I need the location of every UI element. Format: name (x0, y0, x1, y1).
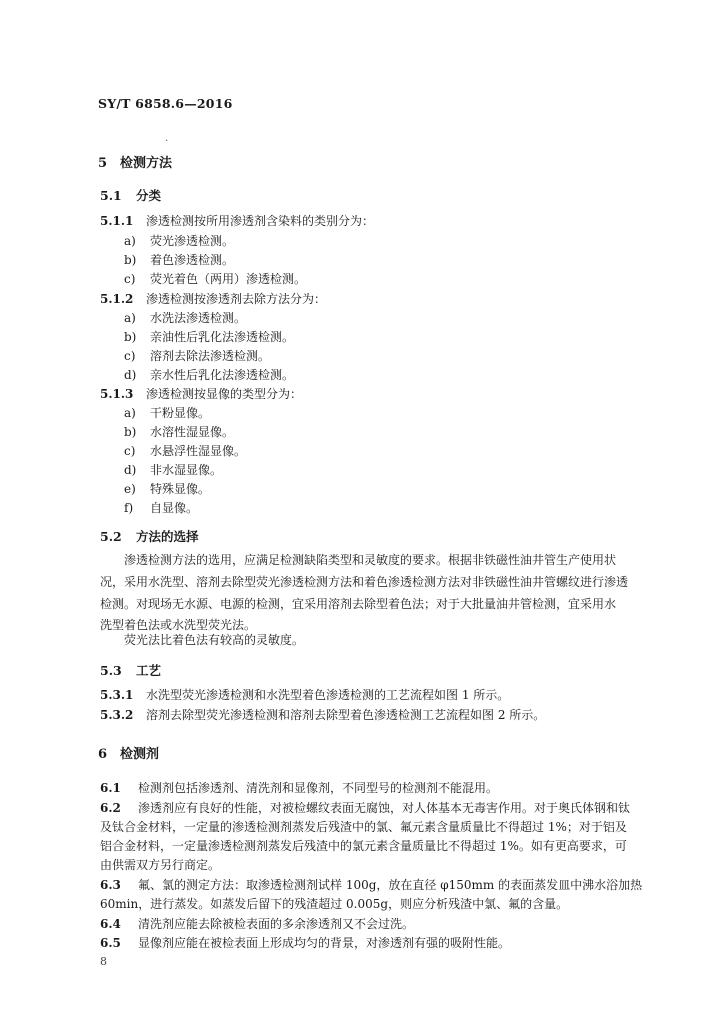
item-text: 特殊显像。 (150, 482, 211, 496)
clause-number: 6.3 (100, 878, 121, 892)
item-text: 干粉显像。 (150, 406, 211, 420)
section-title: 检测剂 (120, 747, 160, 762)
section-number: 6 (98, 747, 108, 762)
item-text: 亲水性后乳化法渗透检测。 (150, 368, 295, 382)
item-text: 水悬浮性湿显像。 (150, 444, 247, 458)
clause-6-5 (100, 936, 510, 950)
standard-header: SY/T 6858.6—2016 (98, 96, 233, 111)
clause-number: 6.4 (100, 917, 121, 931)
clause-number: 5.3.1 (100, 688, 134, 702)
item-label: c) (124, 349, 136, 363)
clause-text: 清洗剂应能去除被检表面的多余渗透剂又不会过洗。 (138, 917, 415, 931)
item-label: d) (124, 368, 137, 382)
clause-text: 渗透检测按所用渗透剂含染料的类别分为： (146, 214, 375, 228)
list-item (124, 463, 222, 477)
list-item (124, 330, 294, 344)
section-title: 工艺 (136, 663, 162, 678)
section-number: 5 (98, 156, 108, 171)
item-text: 荧光着色（两用）渗透检测。 (150, 272, 307, 286)
section-number: 5.3 (100, 663, 122, 678)
clause-number: 6.1 (100, 781, 121, 795)
clause-5-1-2 (100, 292, 326, 306)
section-title: 方法的选择 (136, 529, 199, 544)
list-item (124, 253, 234, 267)
list-item (124, 272, 306, 286)
item-label: b) (124, 425, 137, 439)
list-item (124, 234, 234, 248)
clause-text: 渗透检测按显像的类型分为： (146, 387, 303, 401)
section-number: 5.2 (100, 529, 122, 544)
list-item (124, 311, 246, 325)
item-label: d) (124, 463, 137, 477)
clause-number: 6.2 (100, 801, 121, 815)
item-text: 荧光渗透检测。 (150, 234, 235, 248)
clause-6-1 (100, 781, 498, 795)
paragraph-line: 检测。对现场无水源、电源的检测，宜采用溶剂去除型着色法；对于大批量油井管检测，宜采用水 (100, 597, 617, 611)
clause-number: 5.1.2 (100, 292, 134, 306)
section-title: 检测方法 (120, 156, 173, 171)
paragraph-line: 渗透检测方法的选用，应满足检测缺陷类型和灵敏度的要求。根据非铁磁性油井管生产使用状 (124, 553, 617, 567)
paragraph-line: 由供需双方另行商定。 (100, 858, 221, 872)
section-5-2-heading (100, 527, 199, 545)
clause-text: 氟、氯的测定方法：取渗透检测剂试样 100g，放在直径 φ150mm 的表面蒸发皿中沸水浴加热 (138, 878, 643, 892)
paragraph-line: 况，采用水洗型、溶剂去除型荧光渗透检测方法和着色渗透检测方法对非铁磁性油井管螺纹进行渗透 (100, 575, 629, 589)
clause-6-4 (100, 917, 414, 931)
clause-5-3-1 (100, 688, 509, 702)
section-5-1-heading (100, 186, 161, 204)
clause-text: 溶剂去除型荧光渗透检测和溶剂去除型着色渗透检测工艺流程如图 2 所示。 (146, 708, 546, 722)
paragraph-line: 洗型着色法或水洗型荧光法。 (100, 618, 257, 632)
section-5-heading (98, 152, 172, 171)
item-text: 非水湿显像。 (150, 463, 223, 477)
section-5-3-heading (100, 661, 161, 679)
item-text: 着色渗透检测。 (150, 253, 235, 267)
clause-text: 渗透检测按渗透剂去除方法分为： (146, 292, 327, 306)
item-label: e) (124, 482, 136, 496)
paragraph-line: 60min，进行蒸发。如蒸发后留下的残渣超过 0.005g，则应分析残渣中氯、氟的含量。 (100, 897, 569, 911)
item-label: a) (124, 311, 136, 325)
list-item (124, 501, 198, 515)
paragraph-line: 及钛合金材料，一定量的渗透检测剂蒸发后残渣中的氯、氟元素含量质量比不得超过 1%；对于铝及 (100, 820, 627, 834)
section-number: 5.1 (100, 188, 122, 203)
item-text: 自显像。 (150, 501, 199, 515)
clause-text: 检测剂包括渗透剂、清洗剂和显像剂，不同型号的检测剂不能混用。 (138, 781, 499, 795)
list-item (124, 406, 210, 420)
clause-6-2 (100, 801, 630, 815)
list-item (124, 482, 210, 496)
clause-number: 5.1.1 (100, 214, 134, 228)
list-item (124, 425, 234, 439)
item-label: a) (124, 406, 136, 420)
clause-text: 水洗型荧光渗透检测和水洗型着色渗透检测的工艺流程如图 1 所示。 (146, 688, 510, 702)
item-label: c) (124, 272, 136, 286)
item-text: 水洗法渗透检测。 (150, 311, 247, 325)
clause-6-3 (100, 878, 642, 892)
paragraph-line: 荧光法比着色法有较高的灵敏度。 (124, 633, 305, 647)
clause-number: 5.1.3 (100, 387, 134, 401)
clause-5-1-3 (100, 387, 302, 401)
clause-5-1-1 (100, 214, 374, 228)
item-label: f) (124, 501, 134, 515)
item-label: b) (124, 253, 137, 267)
item-text: 水溶性湿显像。 (150, 425, 235, 439)
clause-text: 渗透剂应有良好的性能，对被检螺纹表面无腐蚀，对人体基本无毒害作用。对于奥氏体钢和钛 (138, 801, 631, 815)
list-item (124, 349, 270, 363)
list-item (124, 368, 294, 382)
clause-number: 6.5 (100, 936, 121, 950)
item-label: b) (124, 330, 137, 344)
list-item (124, 444, 246, 458)
item-label: c) (124, 444, 136, 458)
clause-text: 显像剂应能在被检表面上形成均匀的背景，对渗透剂有强的吸附性能。 (138, 936, 511, 950)
page-number: 8 (100, 955, 107, 968)
item-text: 溶剂去除法渗透检测。 (150, 349, 271, 363)
clause-number: 5.3.2 (100, 708, 134, 722)
scan-mark: · (165, 136, 169, 147)
clause-5-3-2 (100, 708, 545, 722)
item-label: a) (124, 234, 136, 248)
section-6-heading (98, 743, 159, 762)
section-title: 分类 (136, 188, 162, 203)
item-text: 亲油性后乳化法渗透检测。 (150, 330, 295, 344)
paragraph-line: 铝合金材料，一定量渗透检测剂蒸发后残渣中的氯元素含量质量比不得超过 1%。如有更高要求，可 (100, 839, 627, 853)
